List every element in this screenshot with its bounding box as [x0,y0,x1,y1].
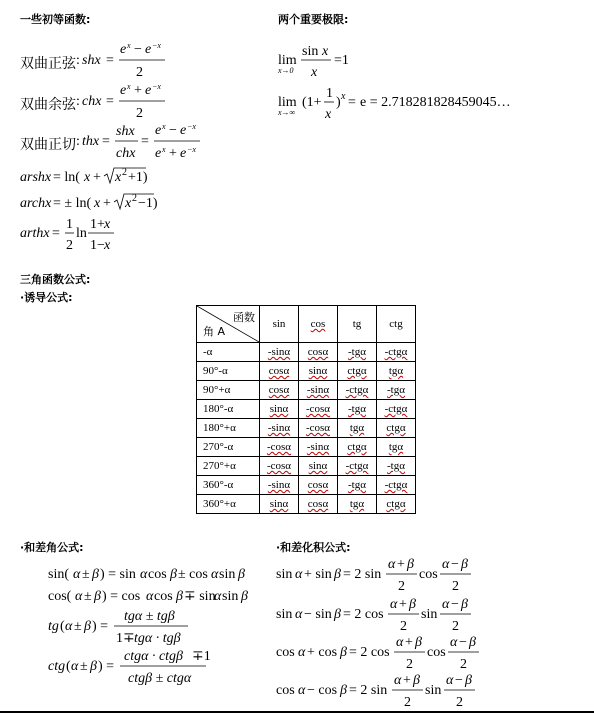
table-row [197,457,416,476]
table-value-cell: -ctgα [377,400,416,419]
svg-text:−: − [134,42,142,57]
svg-text::: : [76,53,80,68]
table-value-cell: cosα [299,343,338,362]
table-value-cell: -sinα [260,476,299,495]
heading-elementary-functions: 一些初等函数: [20,13,91,26]
table-row [197,419,416,438]
svg-text:2: 2 [456,695,463,710]
svg-text:x: x [325,107,332,122]
svg-text:(: ( [66,659,71,674]
svg-text:1+: 1+ [90,217,105,232]
table-value-cell: -tgα [338,476,377,495]
svg-text:= 2 cos: = 2 cos [349,645,390,660]
svg-text:β: β [465,673,472,688]
table-header-cos: cos [299,306,338,343]
formula-ctg-sum [48,648,228,688]
svg-text:sin: sin [276,567,293,582]
svg-text:(: ( [60,619,65,634]
table-value-cell: -tgα [377,457,416,476]
svg-text:x: x [162,145,166,154]
svg-text:+: + [93,170,101,185]
table-row [197,476,416,495]
svg-text:β: β [170,567,177,582]
svg-text:x→∞: x→∞ [278,108,296,117]
svg-text:−x: −x [187,145,196,154]
svg-text:sin: sin [222,589,239,604]
svg-text:2: 2 [398,579,405,594]
table-angle-cell: 360°-α [197,476,260,495]
svg-text:α: α [71,659,79,674]
formula-tg-sum [48,608,208,648]
table-angle-cell: 180°+α [197,419,260,438]
svg-text:β: β [241,589,248,604]
svg-text:2: 2 [400,619,407,634]
heading-sum-to-product: ·和差化积公式: [276,541,351,554]
svg-text:sin: sin [276,607,293,622]
formula-tanh [76,123,206,163]
table-value-cell: -ctgα [377,343,416,362]
formula-sin-plus-sin [276,556,506,596]
svg-text:arshx: arshx [20,170,52,185]
svg-text:α: α [211,567,219,582]
svg-text:cos(: cos( [48,589,72,604]
svg-text:x: x [127,41,131,50]
svg-text:e: e [120,42,127,57]
heading-important-limits: 两个重要极限: [278,13,349,26]
svg-text:=: = [106,53,114,68]
svg-text:β: β [461,557,468,572]
svg-text:x: x [125,196,132,211]
svg-text:β: β [469,635,476,650]
limit-e [278,84,518,124]
svg-text:−x: −x [187,122,196,131]
svg-text::: : [76,134,80,149]
svg-text:=: = [102,134,110,149]
corner-function-label: 函数 [233,311,255,324]
svg-text:) =: ) = [98,659,115,674]
table-value-cell: sinα [299,362,338,381]
svg-text:tgα · tgβ: tgα · tgβ [134,631,181,646]
svg-text:+1): +1) [128,170,148,185]
svg-text:α: α [295,607,303,622]
svg-text:β: β [334,607,341,622]
svg-text:−x: −x [152,82,161,91]
svg-text:=: = [141,134,149,149]
svg-text:−: − [459,635,467,650]
svg-text:+: + [399,597,407,612]
svg-text:1: 1 [66,217,73,232]
table-row [197,438,416,457]
svg-text:α: α [298,645,306,660]
svg-text:α: α [73,567,81,582]
svg-text:e: e [180,146,187,161]
svg-text:shx: shx [116,124,135,139]
heading-induction-formulas: ·诱导公式: [20,291,73,304]
formula-cos-sum [48,584,268,606]
table-value-cell: -sinα [299,438,338,457]
formula-cosh [76,83,176,123]
svg-text:1: 1 [326,86,333,101]
svg-text:thx: thx [82,134,100,149]
svg-text:ctgβ ± ctgα: ctgβ ± ctgα [128,671,192,686]
svg-text:α: α [396,635,404,650]
svg-text:α: α [450,635,458,650]
svg-text:x: x [104,217,111,232]
svg-text:=: = [348,95,356,110]
svg-text:chx: chx [116,146,136,161]
svg-text:−: − [451,557,459,572]
table-header-row [197,306,416,343]
svg-text:cos: cos [419,567,438,582]
table-angle-cell: 270°-α [197,438,260,457]
svg-text:= 2 sin: = 2 sin [349,683,388,698]
table-value-cell: sinα [260,400,299,419]
formula-cos-minus-cos [276,672,506,712]
table-value-cell: cosα [299,495,338,514]
formula-arsinh [20,164,170,188]
table-corner-cell [197,306,260,343]
formula-sin-sum [48,562,268,584]
svg-text:=: = [106,94,114,109]
svg-text:− sin: − sin [304,607,332,622]
svg-text:−: − [169,123,177,138]
table-value-cell: -cosα [299,400,338,419]
table-value-cell: sinα [299,457,338,476]
table-value-cell: -sinα [299,381,338,400]
svg-text:2: 2 [404,695,411,710]
svg-text:2: 2 [136,65,143,80]
svg-text:∓ sin: ∓ sin [184,589,216,604]
svg-text:β: β [92,567,99,582]
svg-text:α: α [146,589,154,604]
svg-text::: : [76,94,80,109]
svg-text:cos: cos [276,683,295,698]
table-value-cell: tgα [377,438,416,457]
svg-text:sin: sin [219,567,236,582]
svg-text:): ) [336,95,341,110]
table-row [197,495,416,514]
table-value-cell: cosα [260,381,299,400]
svg-text:α: α [214,589,222,604]
svg-text:ctgα · ctgβ: ctgα · ctgβ [124,649,184,664]
svg-text:1∓: 1∓ [116,631,135,646]
formula-artanh [20,215,140,255]
svg-text:β: β [409,597,416,612]
table-value-cell: sinα [260,495,299,514]
table-value-cell: -ctgα [377,476,416,495]
svg-text:2: 2 [406,657,413,672]
svg-text:1−: 1− [90,238,105,253]
svg-text:β: β [90,659,97,674]
heading-sum-difference: ·和差角公式: [20,541,84,554]
svg-text:α: α [298,683,306,698]
svg-text:ctg: ctg [48,659,66,674]
svg-text:2: 2 [452,579,459,594]
svg-text:±: ± [80,659,88,674]
svg-text:) = sin: ) = sin [100,567,136,582]
svg-text:cos: cos [427,645,446,660]
table-value-cell: ctgα [338,362,377,381]
svg-text:α: α [394,673,402,688]
table-value-cell: -cosα [299,419,338,438]
svg-text:= 2 cos: = 2 cos [343,607,384,622]
svg-text:sin(: sin( [48,567,69,582]
induction-table [196,305,416,514]
svg-text:+ cos: + cos [307,645,338,660]
bottom-rule [0,711,594,713]
svg-text:2: 2 [66,238,73,253]
svg-text:α: α [140,567,148,582]
table-row [197,381,416,400]
svg-text:e: e [155,146,162,161]
table-value-cell: -cosα [260,438,299,457]
svg-text:tg: tg [48,619,59,634]
formula-sin-minus-sin [276,596,506,636]
svg-text:lim: lim [278,53,297,68]
svg-text:2: 2 [132,193,137,204]
svg-text:α: α [446,673,454,688]
table-value-cell: -tgα [377,381,416,400]
svg-text:β: β [407,557,414,572]
table-value-cell: -ctgα [338,381,377,400]
svg-text:archx: archx [20,196,52,211]
svg-text:β: β [176,589,183,604]
table-value-cell: -tgα [338,343,377,362]
svg-text:arthx: arthx [20,226,50,241]
svg-text:2: 2 [122,167,127,178]
svg-text:x: x [94,196,101,211]
svg-text:x: x [322,44,329,59]
table-angle-cell: 90°-α [197,362,260,381]
svg-text:e: e [145,83,152,98]
svg-text:β: β [238,567,245,582]
svg-text:+: + [134,83,142,98]
svg-text:β: β [340,645,347,660]
svg-text:β: β [84,619,91,634]
corner-angle-label: 角 A [203,325,226,338]
svg-text:β: β [94,589,101,604]
formula-sinh [76,42,176,82]
table-value-cell: -cosα [260,457,299,476]
svg-text:sin: sin [421,607,438,622]
svg-text:+ sin: + sin [304,567,332,582]
svg-text:±: ± [74,619,82,634]
svg-text:∓1: ∓1 [192,649,211,664]
svg-text:e: e [145,42,152,57]
svg-text:β: β [415,635,422,650]
svg-text:lim: lim [278,95,297,110]
svg-text:−: − [455,673,463,688]
svg-text:+: + [405,635,413,650]
svg-text:2: 2 [460,657,467,672]
label-cosh: 双曲余弦 [20,97,76,113]
table-angle-cell: 360°+α [197,495,260,514]
svg-text:−: − [451,597,459,612]
svg-text:=1: =1 [334,53,349,68]
svg-text:α: α [442,597,450,612]
svg-text:± cos: ± cos [178,567,208,582]
table-value-cell: tgα [377,362,416,381]
svg-text:+: + [397,557,405,572]
svg-text:+: + [169,146,177,161]
svg-text:±: ± [84,589,92,604]
svg-text:±: ± [82,567,90,582]
table-header-ctg: ctg [377,306,416,343]
svg-text:α: α [75,589,83,604]
svg-text:x: x [84,170,91,185]
table-angle-cell: -α [197,343,260,362]
svg-text:β: β [413,673,420,688]
svg-text:α: α [388,557,396,572]
svg-text:2: 2 [136,106,143,121]
svg-text:e: e [180,123,187,138]
svg-text:sin: sin [302,44,319,59]
svg-text:x: x [115,170,122,185]
table-header-tg: tg [338,306,377,343]
formula-arcosh [20,190,170,214]
svg-text:e: e [120,83,127,98]
label-tanh: 双曲正切 [20,137,76,153]
svg-text:sin: sin [425,683,442,698]
svg-text:chx: chx [82,94,102,109]
svg-text:− cos: − cos [307,683,338,698]
svg-text:β: β [461,597,468,612]
table-value-cell: ctgα [377,419,416,438]
svg-text:= ± ln(: = ± ln( [53,196,92,211]
svg-text:+: + [103,196,111,211]
svg-text:2: 2 [452,619,459,634]
svg-text:) = cos: ) = cos [102,589,141,604]
table-value-cell: cosα [260,362,299,381]
svg-text:α: α [65,619,73,634]
svg-text:−x: −x [152,41,161,50]
table-value-cell: tgα [338,419,377,438]
table-value-cell: tgα [338,495,377,514]
table-value-cell: -sinα [260,343,299,362]
svg-text:cos: cos [148,567,167,582]
table-header-sin: sin [260,306,299,343]
svg-text:x: x [341,91,346,102]
svg-text:cos: cos [276,645,295,660]
svg-text:x: x [311,65,318,80]
table-angle-cell: 180°-α [197,400,260,419]
svg-text:x: x [127,82,131,91]
svg-text:α: α [390,597,398,612]
label-sinh: 双曲正弦 [20,56,76,72]
svg-text:α: α [295,567,303,582]
table-value-cell: ctgα [377,495,416,514]
svg-text:x: x [162,122,166,131]
table-row [197,343,416,362]
svg-text:= ln(: = ln( [53,170,80,185]
formula-cos-plus-cos [276,634,506,674]
table-angle-cell: 90°+α [197,381,260,400]
svg-text:β: β [334,567,341,582]
svg-text:= 2 sin: = 2 sin [343,567,382,582]
e-value: e = 2.718281828459045… [360,95,511,110]
svg-text:x→0: x→0 [278,66,294,75]
svg-text:tgα ± tgβ: tgα ± tgβ [124,609,175,624]
svg-text:(1+: (1+ [302,95,322,110]
table-value-cell: -sinα [260,419,299,438]
table-row [197,362,416,381]
table-value-cell: -tgα [338,400,377,419]
svg-text:shx: shx [82,53,101,68]
svg-text:α: α [442,557,450,572]
table-value-cell: cosα [299,476,338,495]
svg-text:−1): −1) [138,196,158,211]
table-value-cell: ctgα [338,438,377,457]
svg-text:x: x [104,238,111,253]
table-value-cell: -ctgα [338,457,377,476]
svg-text:=: = [52,226,60,241]
svg-text:β: β [340,683,347,698]
limit-sinx-over-x [278,42,388,82]
table-angle-cell: 270°+α [197,457,260,476]
svg-text:cos: cos [154,589,173,604]
svg-text:+: + [403,673,411,688]
svg-text:ln: ln [76,226,87,241]
svg-text:) =: ) = [92,619,109,634]
table-row [197,400,416,419]
heading-trig-formulas: 三角函数公式: [20,273,91,286]
svg-text:e: e [155,123,162,138]
